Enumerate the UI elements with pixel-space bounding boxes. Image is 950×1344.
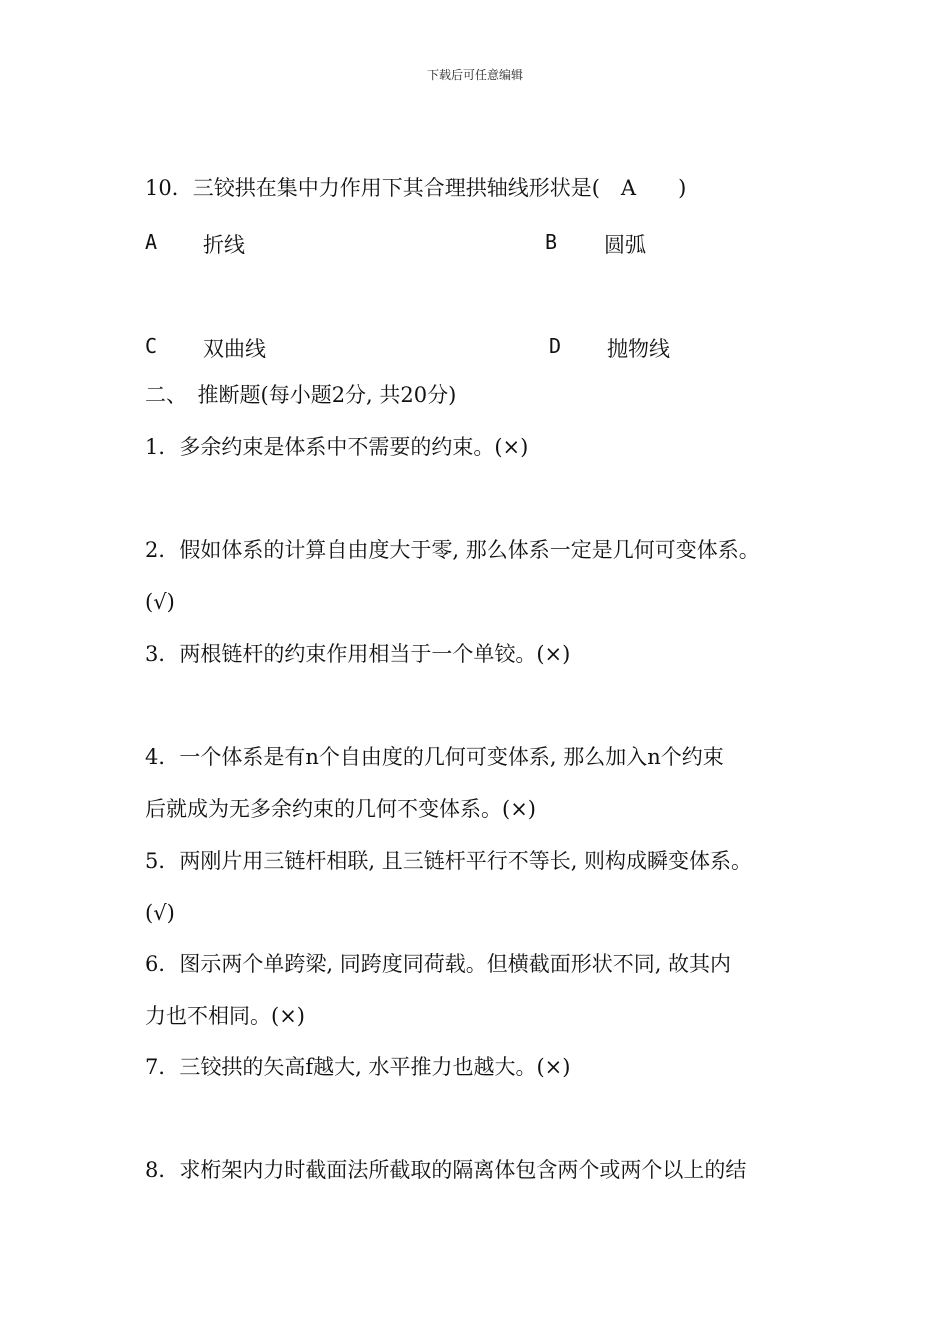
section-2-heading: 二、 推断题(每小题2分, 共20分) <box>145 383 457 407</box>
judgment-item-8: 8．求桁架内力时截面法所截取的隔离体包含两个或两个以上的结 <box>145 1158 747 1182</box>
judgment-item-6-cont: 力也不相同。(×) <box>145 1004 305 1028</box>
judgment-item-2-answer: (√) <box>145 590 175 614</box>
option-c-letter: C <box>145 334 158 358</box>
judgment-item-4: 4．一个体系是有n个自由度的几何可变体系, 那么加入n个约束 <box>145 745 724 769</box>
option-c-text: 双曲线 <box>203 337 266 361</box>
page-header: 下载后可任意编辑 <box>426 68 523 82</box>
judgment-item-5: 5．两刚片用三链杆相联, 且三链杆平行不等长, 则构成瞬变体系。 <box>145 849 753 873</box>
judgment-item-5-answer: (√) <box>145 901 175 925</box>
option-b-text: 圆弧 <box>604 233 646 257</box>
judgment-item-3: 3．两根链杆的约束作用相当于一个单铰。(×) <box>145 642 571 666</box>
judgment-item-2: 2．假如体系的计算自由度大于零, 那么体系一定是几何可变体系。 <box>145 538 760 562</box>
option-a-text: 折线 <box>203 233 245 257</box>
option-d-text: 抛物线 <box>607 337 670 361</box>
question-10-stem: 10．三铰拱在集中力作用下其合理拱轴线形状是( A ) <box>145 176 687 200</box>
judgment-item-1: 1．多余约束是体系中不需要的约束。(×) <box>145 435 529 459</box>
option-b-letter: B <box>545 230 558 254</box>
judgment-item-7: 7．三铰拱的矢高f越大, 水平推力也越大。(×) <box>145 1055 571 1079</box>
judgment-item-4-cont: 后就成为无多余约束的几何不变体系。(×) <box>145 797 536 821</box>
option-d-letter: D <box>549 334 562 358</box>
option-a-letter: A <box>145 230 158 254</box>
judgment-item-6: 6．图示两个单跨梁, 同跨度同荷载。但横截面形状不同, 故其内 <box>145 952 732 976</box>
